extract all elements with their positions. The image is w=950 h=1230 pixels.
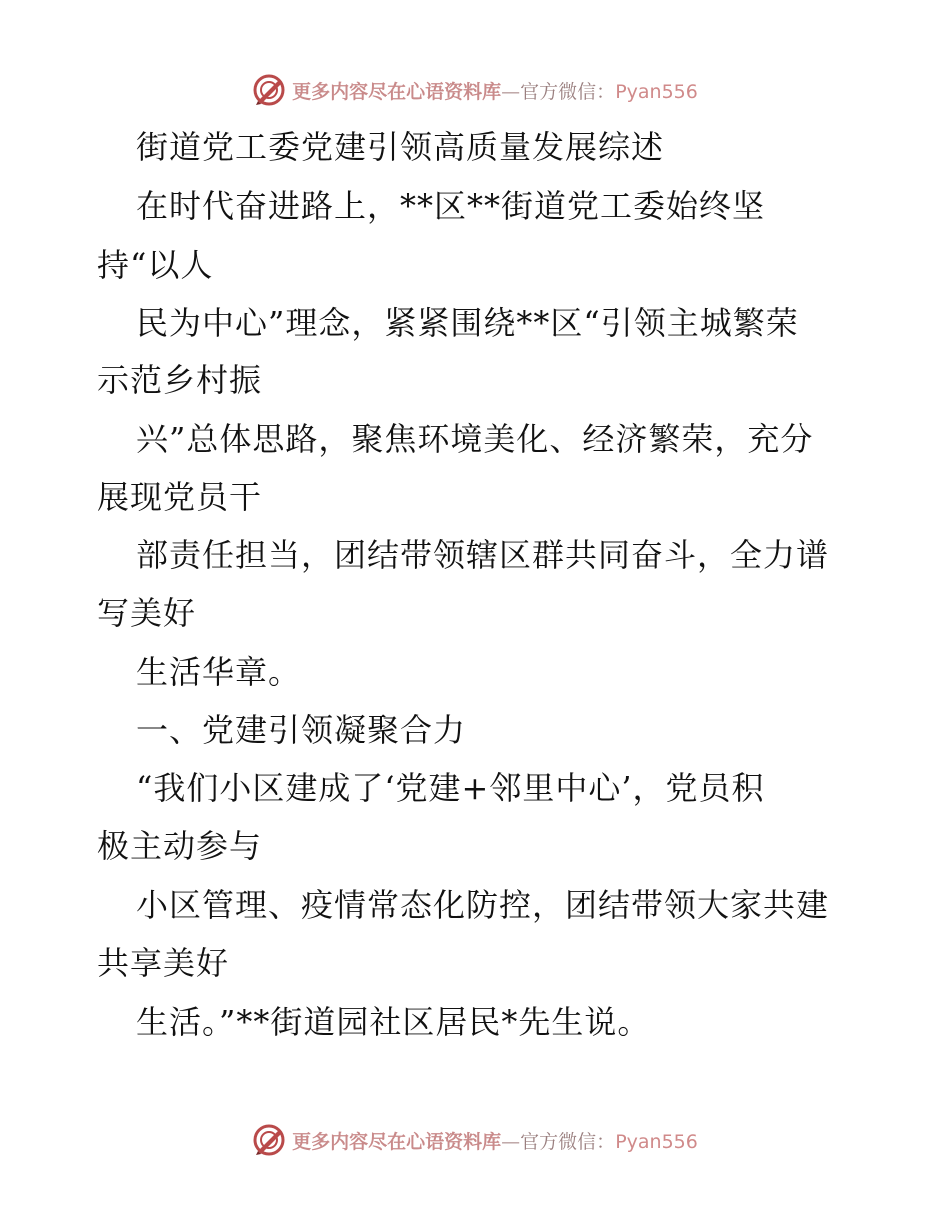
paragraph-line: 示范乡村振: [97, 361, 263, 399]
paragraph-line: 部责任担当，团结带领辖区群共同奋斗，全力谱: [136, 536, 830, 574]
banner-text: [292, 77, 698, 104]
paragraph-line: 在时代奋进路上，**区**街道党工委始终坚: [136, 187, 766, 225]
footer-banner: [0, 1120, 950, 1160]
section-heading: 一、党建引领凝聚合力: [136, 711, 467, 749]
banner-brand: 更多内容尽在心语资料库: [292, 80, 502, 103]
banner-label: 官方微信：: [520, 80, 616, 103]
banner-wechat-id: Pyan556: [615, 1130, 698, 1153]
paragraph-line: 写美好: [97, 594, 197, 632]
paragraph-line: “我们小区建成了‘党建+邻里中心’，党员积: [136, 769, 765, 807]
pen-logo-icon: [252, 1123, 286, 1157]
header-banner: [0, 70, 950, 110]
paragraph-line: 生活华章。: [136, 653, 302, 691]
paragraph-line: 共享美好: [97, 944, 230, 982]
document-title: 街道党工委党建引领高质量发展综述: [136, 128, 665, 166]
banner-wechat-id: Pyan556: [615, 80, 698, 103]
banner-text: [292, 1127, 698, 1154]
paragraph-line: 小区管理、疫情常态化防控，团结带领大家共建: [136, 886, 830, 924]
banner-separator: —: [501, 1130, 521, 1153]
pen-logo-icon: [252, 73, 286, 107]
paragraph-line: 生活。”**街道园社区居民*先生说。: [136, 1003, 651, 1041]
paragraph-line: 民为中心”理念，紧紧围绕**区“引领主城繁荣: [136, 304, 799, 342]
paragraph-line: 兴”总体思路，聚焦环境美化、经济繁荣，充分: [136, 420, 814, 458]
paragraph-line: 持“以人: [97, 246, 214, 284]
banner-brand: 更多内容尽在心语资料库: [292, 1130, 502, 1153]
paragraph-line: 极主动参与: [97, 827, 263, 865]
paragraph-line: 展现党员干: [97, 478, 263, 516]
banner-separator: —: [501, 80, 521, 103]
banner-label: 官方微信：: [520, 1130, 616, 1153]
